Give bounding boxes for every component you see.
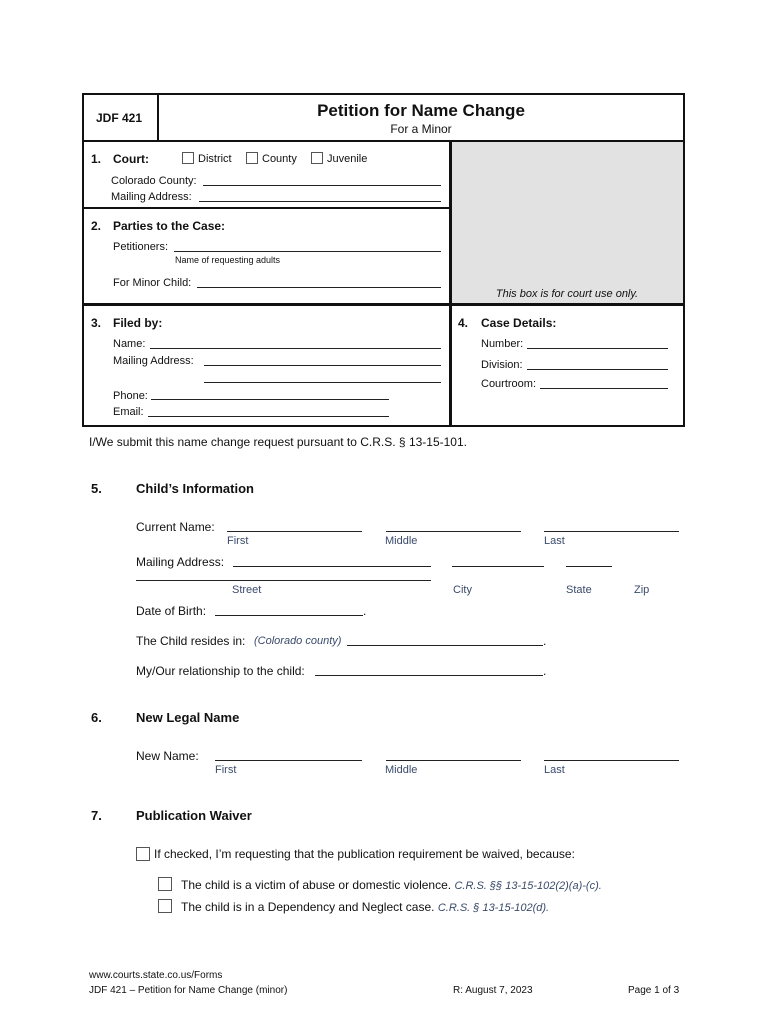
filer-mailing-label: Mailing Address: <box>113 355 194 367</box>
filer-email-label: Email: <box>113 406 144 418</box>
section1-label: Court: <box>113 152 149 166</box>
abuse-reason-checkbox[interactable] <box>158 877 172 891</box>
state-caption: State <box>566 584 592 596</box>
section3-label: Filed by: <box>113 316 163 330</box>
current-last-caption: Last <box>544 535 565 547</box>
child-city-field[interactable] <box>452 566 544 567</box>
petitioners-field[interactable] <box>174 251 441 252</box>
resides-label: The Child resides in: <box>136 634 246 648</box>
minor-child-label: For Minor Child: <box>113 277 192 289</box>
dependency-reason-checkbox[interactable] <box>158 899 172 913</box>
new-last-name-field[interactable] <box>544 760 679 761</box>
dependency-reason-citation: C.R.S. § 13-15-102(d). <box>437 902 550 914</box>
section1-number: 1. <box>91 152 102 166</box>
section7-heading: Publication Waiver <box>136 808 252 823</box>
relationship-field[interactable] <box>315 675 543 676</box>
section6-heading: New Legal Name <box>136 710 240 725</box>
footer-url: www.courts.state.co.us/Forms <box>89 970 223 981</box>
child-street-field-2[interactable] <box>136 580 431 581</box>
section5-number: 5. <box>91 481 102 496</box>
current-first-name-field[interactable] <box>227 531 362 532</box>
section7-number: 7. <box>91 808 102 823</box>
grid-divider-1-2 <box>84 207 450 209</box>
grid-vertical-divider <box>449 142 452 425</box>
court-mailing-label: Mailing Address: <box>111 191 192 203</box>
new-last-caption: Last <box>544 764 565 776</box>
form-subtitle: For a Minor <box>390 122 452 136</box>
court-use-note: This box is for court use only. <box>495 288 639 300</box>
abuse-reason-text <box>181 878 602 892</box>
filer-email-field[interactable] <box>148 416 389 417</box>
zip-caption: Zip <box>634 584 650 596</box>
courtroom-label: Courtroom: <box>481 378 537 390</box>
courtroom-field[interactable] <box>540 388 668 389</box>
dob-period: . <box>363 604 367 618</box>
footer-form-title: JDF 421 – Petition for Name Change (minor) <box>89 985 288 996</box>
filer-phone-label: Phone: <box>113 390 148 402</box>
filer-mailing-field-1[interactable] <box>204 365 441 366</box>
section2-number: 2. <box>91 219 102 233</box>
new-middle-caption: Middle <box>385 764 418 776</box>
form-title: Petition for Name Change <box>317 101 525 120</box>
footer-page-number: Page 1 of 3 <box>628 985 680 996</box>
colorado-county-label: Colorado County: <box>111 175 197 187</box>
resides-hint: (Colorado county) <box>254 635 342 647</box>
dependency-reason-label: The child is in a Dependency and Neglect case. <box>181 900 435 914</box>
filer-name-label: Name: <box>113 338 146 350</box>
resides-period: . <box>543 634 547 648</box>
new-first-name-field[interactable] <box>215 760 362 761</box>
city-caption: City <box>453 584 472 596</box>
street-caption: Street <box>232 584 262 596</box>
waiver-text: If checked, I’m requesting that the publication requirement be waived, because: <box>154 847 575 861</box>
abuse-reason-label: The child is a victim of abuse or domestic violence. <box>181 878 452 892</box>
dependency-reason-text <box>181 900 549 914</box>
dob-label: Date of Birth: <box>136 604 207 618</box>
intro-statement: I/We submit this name change request pursuant to C.R.S. § 13-15-101. <box>89 435 467 449</box>
resides-county-field[interactable] <box>347 645 543 646</box>
relationship-period: . <box>543 664 547 678</box>
court-use-box <box>451 142 683 305</box>
section6-number: 6. <box>91 710 102 725</box>
district-checkbox[interactable] <box>182 152 194 164</box>
court-mailing-field[interactable] <box>199 201 441 202</box>
filer-mailing-field-2[interactable] <box>204 382 441 383</box>
division-label: Division: <box>481 359 523 371</box>
minor-child-field[interactable] <box>197 287 441 288</box>
juvenile-checkbox[interactable] <box>311 152 323 164</box>
current-middle-name-field[interactable] <box>386 531 521 532</box>
child-street-field-1[interactable] <box>233 566 431 567</box>
district-label: District <box>198 153 232 165</box>
form-id: JDF 421 <box>96 111 143 125</box>
section4-label: Case Details: <box>481 316 557 330</box>
case-number-label: Number: <box>481 338 524 350</box>
footer-revision: R: August 7, 2023 <box>453 985 533 996</box>
division-field[interactable] <box>527 369 668 370</box>
current-middle-caption: Middle <box>385 535 418 547</box>
dob-field[interactable] <box>215 615 363 616</box>
abuse-reason-citation: C.R.S. §§ 13-15-102(2)(a)-(c). <box>454 880 602 892</box>
juvenile-label: Juvenile <box>327 153 368 165</box>
new-first-caption: First <box>215 764 237 776</box>
child-state-field[interactable] <box>566 566 612 567</box>
child-mailing-label: Mailing Address: <box>136 555 225 569</box>
case-number-field[interactable] <box>527 348 668 349</box>
county-label: County <box>262 153 297 165</box>
relationship-label: My/Our relationship to the child: <box>136 664 305 678</box>
current-first-caption: First <box>227 535 249 547</box>
section3-number: 3. <box>91 316 102 330</box>
section5-heading: Child’s Information <box>136 481 254 496</box>
petitioners-hint: Name of requesting adults <box>175 255 281 265</box>
current-last-name-field[interactable] <box>544 531 679 532</box>
current-name-label: Current Name: <box>136 520 215 534</box>
county-checkbox[interactable] <box>246 152 258 164</box>
grid-divider-2-3 <box>84 303 683 306</box>
new-name-label: New Name: <box>136 749 199 763</box>
section2-label: Parties to the Case: <box>113 219 226 233</box>
colorado-county-field[interactable] <box>203 185 441 186</box>
new-middle-name-field[interactable] <box>386 760 521 761</box>
petitioners-label: Petitioners: <box>113 241 169 253</box>
section4-number: 4. <box>458 316 469 330</box>
filer-name-field[interactable] <box>150 348 441 349</box>
filer-phone-field[interactable] <box>151 399 389 400</box>
waiver-checkbox[interactable] <box>136 847 150 861</box>
